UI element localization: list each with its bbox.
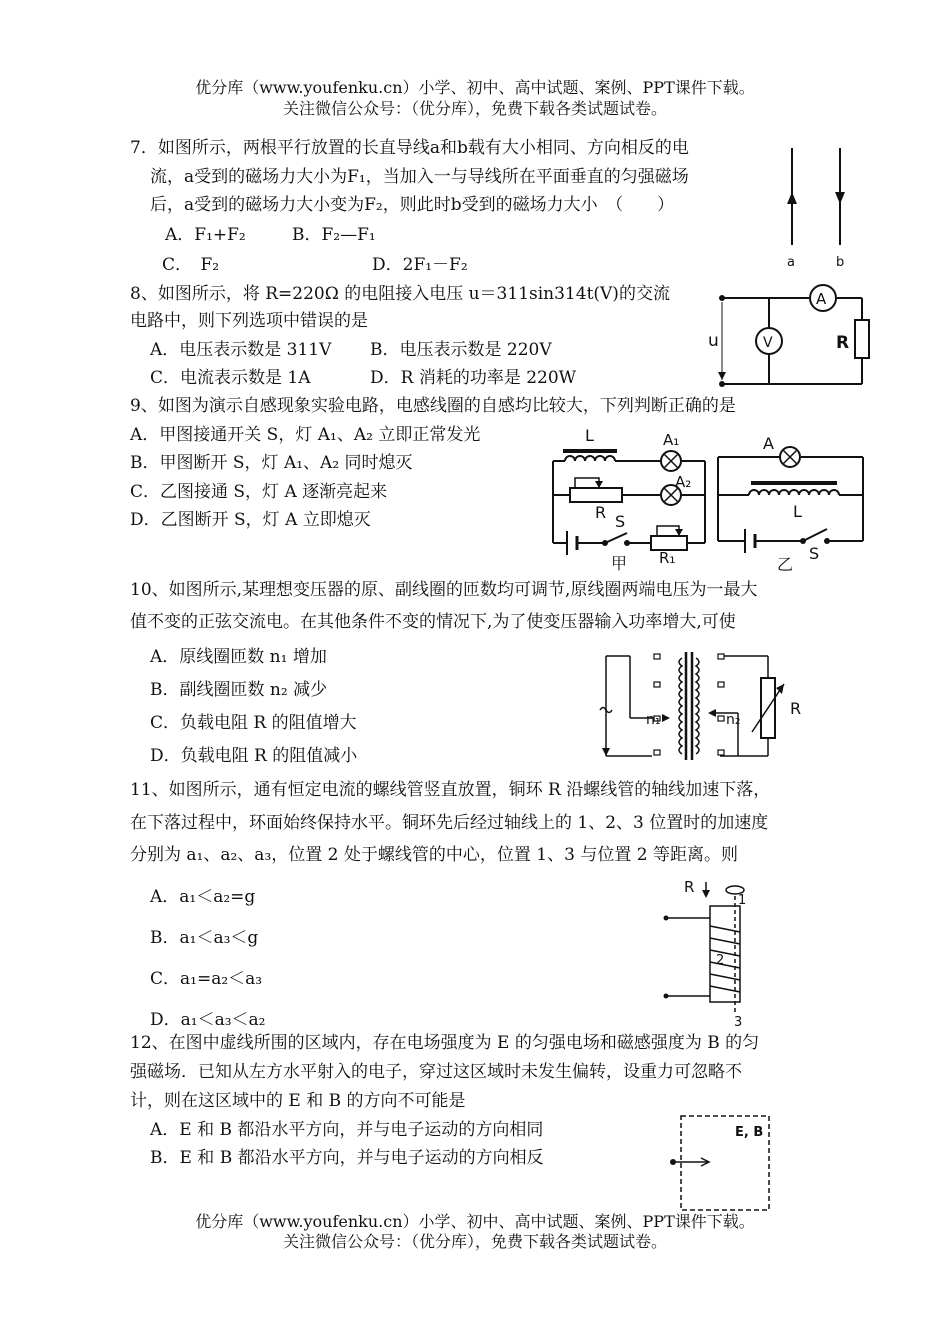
label-s: S <box>809 544 820 563</box>
label-3: 3 <box>734 1015 743 1030</box>
q11-line-1: 11、如图所示，通有恒定电流的螺线管竖直放置，铜环 R 沿螺线管的轴线加速下落， <box>130 780 771 800</box>
footer-line-1: 优分库（www.youfenku.cn）小学、初中、高中试题、案例、PPT课件下载。 <box>195 1212 755 1231</box>
voltage-u-label: u <box>708 331 719 351</box>
q7-figure-wires <box>770 140 870 275</box>
q9-option-d: D．乙图断开 S，灯 A 立即熄灭 <box>130 510 371 530</box>
q8-option-c: C．电流表示数是 1A <box>150 368 311 388</box>
q11-option-b: B．a₁＜a₃＜g <box>150 928 259 948</box>
label-r: R <box>790 699 802 718</box>
lamp-a1-icon <box>661 451 681 471</box>
q11-option-c: C．a₁=a₂＜a₃ <box>150 969 263 989</box>
q11-option-a: A．a₁＜a₂=g <box>150 887 256 907</box>
label-1: 1 <box>738 893 747 908</box>
q10-line-2: 值不变的正弦交流电。在其他条件不变的情况下,为了使变压器输入功率增大,可使 <box>130 612 736 632</box>
q11-line-3: 分别为 a₁、a₂、a₃，位置 2 处于螺线管的中心，位置 1、3 与位置 2 等距离。则 <box>130 845 738 865</box>
svg-text:V: V <box>763 335 773 351</box>
label-jia: 甲 <box>611 554 628 573</box>
lamp-a-icon <box>780 447 800 467</box>
q12-option-a: A．E 和 B 都沿水平方向，并与电子运动的方向相同 <box>150 1120 544 1140</box>
q11-option-d: D．a₁＜a₃＜a₂ <box>150 1010 266 1030</box>
q11-figure-solenoid <box>658 876 768 1028</box>
switch-s-icon <box>602 533 630 546</box>
label-2: 2 <box>716 953 725 968</box>
label-a2: A₂ <box>675 473 692 491</box>
q10-option-c: C．负载电阻 R 的阻值增大 <box>150 713 357 733</box>
q8-line-1: 8、如图所示，将 R=220Ω 的电阻接入电压 u＝311sin314t(V)的交流 <box>130 284 670 304</box>
q10-option-d: D．负载电阻 R 的阻值减小 <box>150 746 358 766</box>
q10-figure-transformer <box>590 648 810 763</box>
resistor-icon <box>855 320 869 358</box>
label-n2: n₂ <box>726 712 741 728</box>
q10-line-1: 10、如图所示,某理想变压器的原、副线圈的匝数均可调节,原线圈两端电压为一最大 <box>130 580 758 600</box>
label-l: L <box>793 502 802 521</box>
ammeter-icon <box>810 285 836 311</box>
inductor-core-icon <box>563 449 617 453</box>
q9-option-c: C．乙图接通 S，灯 A 逐渐亮起来 <box>130 482 388 502</box>
label-r1: R₁ <box>659 549 676 567</box>
q8-figure-circuit <box>708 284 882 390</box>
label-l: L <box>585 426 594 445</box>
q12-option-b: B．E 和 B 都沿水平方向，并与电子运动的方向相反 <box>150 1148 544 1168</box>
battery-icon <box>567 531 577 555</box>
q12-figure-field-region <box>665 1110 785 1212</box>
q8-option-b: B．电压表示数是 220V <box>370 340 552 360</box>
q7-option-c: C． F₂ <box>162 255 220 275</box>
label-eb: E, B <box>735 1125 764 1140</box>
svg-text:A: A <box>816 290 827 308</box>
primary-taps <box>654 654 724 755</box>
q7-line-2: 流，a受到的磁场力大小为F₁，当加入一与导线所在平面垂直的匀强磁场 <box>150 167 689 187</box>
q7-option-d: D．2F₁－F₂ <box>372 255 468 275</box>
fall-arrow-icon <box>702 890 710 898</box>
switch-s-icon <box>800 529 830 544</box>
rheostat-r-icon <box>570 478 622 502</box>
label-s: S <box>615 512 626 531</box>
q7-line-1: 7．如图所示，两根平行放置的长直导线a和b载有大小相同、方向相反的电 <box>130 138 689 158</box>
q10-option-b: B．副线圈匝数 n₂ 减少 <box>150 680 328 700</box>
q12-line-1: 12、在图中虚线所围的区域内，存在电场强度为 E 的匀强电场和磁感强度为 B 的匀 <box>130 1033 760 1053</box>
label-r: R <box>684 878 695 896</box>
q8-line-2: 电路中，则下列选项中错误的是 <box>130 311 368 331</box>
wire-b <box>835 148 845 245</box>
q12-line-3: 计，则在这区域中的 E 和 B 的方向不可能是 <box>130 1091 466 1111</box>
label-yi: 乙 <box>777 555 794 574</box>
voltmeter-icon <box>756 328 782 354</box>
q9-figure-jia <box>545 425 715 575</box>
q9-option-a: A．甲图接通开关 S，灯 A₁、A₂ 立即正常发光 <box>130 425 481 445</box>
variable-resistor-icon <box>752 678 784 738</box>
label-a: A <box>763 434 774 453</box>
q7-line-3: 后，a受到的磁场力大小变为F₂，则此时b受到的磁场力大小 （ ） <box>150 195 675 215</box>
inductor-core-icon <box>751 481 837 485</box>
q8-option-d: D．R 消耗的功率是 220W <box>370 368 577 388</box>
q9-line-1: 9、如图为演示自感现象实验电路，电感线圈的自感均比较大，下列判断正确的是 <box>130 396 736 416</box>
q11-line-2: 在下落过程中，环面始终保持水平。铜环先后经过轴线上的 1、2、3 位置时的加速度 <box>130 813 769 833</box>
resistor-r-label: R <box>836 333 850 353</box>
q12-line-2: 强磁场．已知从左方水平射入的电子，穿过这区域时未发生偏转，设重力可忽略不 <box>130 1062 742 1082</box>
battery-icon <box>745 529 755 553</box>
q7-option-a: A．F₁+F₂ <box>165 225 246 245</box>
label-r: R <box>595 503 607 522</box>
header-line-2: 关注微信公众号：（优分库），免费下载各类试题试卷。 <box>282 99 667 118</box>
label-a1: A₁ <box>663 431 680 449</box>
q7-option-b: B．F₂—F₁ <box>292 225 376 245</box>
header-line-1: 优分库（www.youfenku.cn）小学、初中、高中试题、案例、PPT课件下载。 <box>195 78 755 97</box>
wire-a-label: a <box>787 255 795 270</box>
wire-a <box>787 148 797 245</box>
q9-figure-yi <box>713 425 883 575</box>
rheostat-r1-icon <box>651 526 687 550</box>
footer-line-2: 关注微信公众号：（优分库），免费下载各类试题试卷。 <box>282 1232 667 1251</box>
q10-option-a: A．原线圈匝数 n₁ 增加 <box>150 647 327 667</box>
wire-b-label: b <box>836 255 845 270</box>
q9-option-b: B．甲图断开 S，灯 A₁、A₂ 同时熄灭 <box>130 453 413 473</box>
label-n1: n₁ <box>646 712 661 728</box>
q8-option-a: A．电压表示数是 311V <box>150 340 332 360</box>
